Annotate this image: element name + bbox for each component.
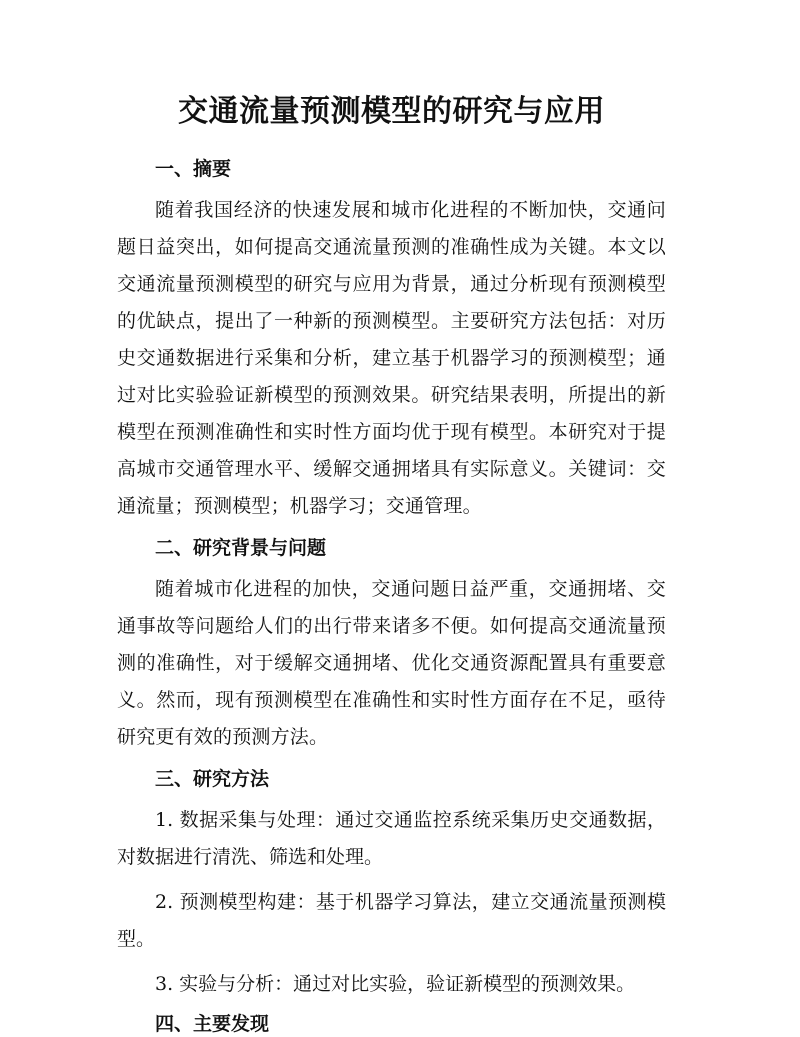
list-number: 2. — [155, 891, 174, 913]
section-heading-findings: 四、主要发现 — [155, 1013, 270, 1035]
method-item-1 — [117, 802, 666, 876]
section-abstract — [117, 156, 666, 525]
abstract-paragraph: 随着我国经济的快速发展和城市化进程的不断加快，交通问题日益突出，如何提高交通流量预测的准确性成为关键。本文以交通流量预测模型的研究与应用为背景，通过分析现有预测模型的优缺点，提出了一种新的预测模型。主要研究方法包括：对历史交通数据进行采集和分析，建立基于机器学习的预测模型；通过对比实验验证新模型的预测效果。研究结果表明，所提出的新模型在预测准确性和实时性方面均优于现有模型。本研究对于提高城市交通管理水平、缓解交通拥堵具有实际意义。关键词：交通流量；预测模型；机器学习；交通管理。 — [117, 199, 666, 517]
section-heading-background: 二、研究背景与问题 — [155, 537, 327, 559]
list-number: 3. — [155, 973, 174, 995]
list-text: 数据采集与处理：通过交通监控系统采集历史交通数据，对数据进行清洗、筛选和处理。 — [117, 809, 666, 868]
section-heading-abstract: 一、摘要 — [155, 158, 232, 180]
list-text: 实验与分析：通过对比实验，验证新模型的预测效果。 — [179, 973, 636, 995]
section-findings — [117, 1011, 666, 1037]
document-title: 交通流量预测模型的研究与应用 — [178, 94, 605, 129]
method-item-2 — [117, 884, 666, 958]
list-number: 1. — [155, 809, 174, 831]
section-heading-methods: 三、研究方法 — [155, 768, 270, 790]
section-background — [117, 535, 666, 756]
method-item-3 — [117, 966, 666, 1003]
section-methods — [117, 766, 666, 1003]
list-text: 预测模型构建：基于机器学习算法，建立交通流量预测模型。 — [117, 891, 666, 950]
background-paragraph: 随着城市化进程的加快，交通问题日益严重，交通拥堵、交通事故等问题给人们的出行带来诸多不便。如何提高交通流量预测的准确性，对于缓解交通拥堵、优化交通资源配置具有重要意义。然而，现有预测模型在准确性和实时性方面存在不足，亟待研究更有效的预测方法。 — [117, 578, 666, 748]
